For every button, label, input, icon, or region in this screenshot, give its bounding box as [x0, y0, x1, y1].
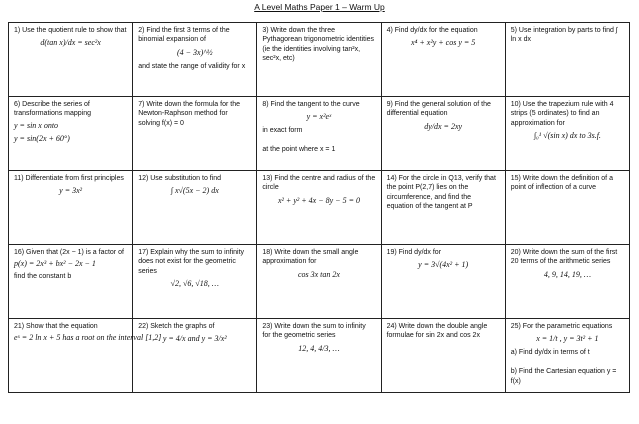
question-cell-16	[9, 245, 133, 319]
question-cell-2	[133, 23, 257, 97]
question-note: and state the range of validity for x	[138, 62, 246, 70]
question-text: 23) Write down the sum to infinity for the geometric series	[262, 323, 366, 340]
question-math: d(tan x)/dx = sec²x	[40, 38, 101, 48]
question-text: 3) Write down the three Pythagorean trigonometric identities (ie the identities involving tan²x, sec²x, etc)	[262, 27, 375, 63]
question-cell-15	[505, 171, 629, 245]
question-math: y = sin x onto	[14, 120, 59, 130]
question-cell-17	[133, 245, 257, 319]
question-cell-21	[9, 319, 162, 393]
question-text: 15) Write down the definition of a point of inflection of a curve	[510, 175, 613, 192]
question-cell-23	[257, 319, 381, 393]
question-text: 17) Explain why the sum to infinity does not exist for the geometric series	[138, 249, 245, 275]
question-cell-5	[505, 23, 629, 97]
question-math: 12, 4, 4/3, …	[298, 343, 340, 353]
question-row	[9, 319, 630, 393]
question-text: 24) Write down the double angle formulae for sin 2x and cos 2x	[386, 323, 488, 340]
question-grid	[8, 22, 630, 393]
question-math: x = 1/t , y = 3t² + 1	[536, 334, 599, 344]
question-text: 11) Differentiate from first principles	[14, 175, 124, 182]
question-math: dy/dx = 2xy	[424, 121, 463, 131]
question-cell-8	[257, 97, 381, 171]
question-cell-18	[257, 245, 381, 319]
question-cell-19	[381, 245, 505, 319]
question-text: 19) Find dy/dx for	[386, 249, 442, 256]
question-note: y = sin(2x + 60°)	[14, 133, 70, 143]
question-text: 16) Given that (2x − 1) is a factor of	[14, 249, 124, 256]
question-cell-13	[257, 171, 381, 245]
question-cell-24	[381, 319, 505, 393]
question-cell-14	[381, 171, 505, 245]
question-cell-11	[9, 171, 133, 245]
question-text: 25) For the parametric equations	[510, 323, 613, 330]
question-cell-9	[381, 97, 505, 171]
question-row	[9, 171, 630, 245]
question-math: p(x) = 2x³ + bx² − 2x − 1	[14, 259, 96, 269]
question-text: 10) Use the trapezium rule with 4 strips (5 ordinates) to find an approximation for	[510, 101, 614, 127]
question-text: 12) Use substitution to find	[138, 175, 222, 182]
question-cell-12	[133, 171, 257, 245]
question-math: 4, 9, 14, 19, …	[543, 269, 591, 279]
page-title: A Level Maths Paper 1 – Warm Up	[254, 2, 385, 12]
question-text: 6) Describe the series of transformations mapping	[14, 101, 92, 118]
question-math: x² + y² + 4x − 8y − 5 = 0	[277, 195, 360, 205]
question-math: √2, √6, √18, …	[170, 279, 219, 289]
question-cell-25	[505, 319, 629, 393]
question-text: 20) Write down the sum of the first 20 terms of the arithmetic series	[510, 249, 618, 266]
question-math: x⁴ + x²y + cos y = 5	[411, 38, 476, 48]
question-math: ∫₀¹ √(sin x) dx to 3s.f.	[533, 131, 601, 141]
question-text: 2) Find the first 3 terms of the binomial expansion of	[138, 27, 230, 44]
question-row	[9, 23, 630, 97]
question-text: 18) Write down the small angle approximation for	[262, 249, 359, 266]
question-text: 13) Find the centre and radius of the circle	[262, 175, 376, 192]
question-cell-22	[133, 319, 257, 393]
question-math: y = 3√(4x² + 1)	[418, 260, 469, 270]
question-cell-3	[257, 23, 381, 97]
question-text: 22) Sketch the graphs of	[138, 323, 215, 330]
question-math: y = 3x²	[59, 186, 83, 196]
question-math: cos 3x tan 2x	[297, 269, 340, 279]
question-cell-4	[381, 23, 505, 97]
question-text: 7) Write down the formula for the Newton-Raphson method for solving f(x) = 0	[138, 101, 240, 127]
question-cell-6	[9, 97, 133, 171]
question-math: eˣ = 2 ln x + 5 has a root on the interval [1,2]	[14, 333, 162, 343]
question-row	[9, 97, 630, 171]
question-cell-1	[9, 23, 133, 97]
question-note: find the constant b	[14, 273, 72, 281]
question-cell-20	[505, 245, 629, 319]
question-math: (4 − 3x)^½	[176, 47, 213, 57]
question-text: 1) Use the quotient rule to show that	[14, 27, 127, 34]
question-note: a) Find dy/dx in terms of t b) Find the Cartesian equation y = f(x)	[510, 349, 617, 385]
question-text: 5) Use integration by parts to find ∫ ln x dx	[510, 27, 618, 44]
question-text: 8) Find the tangent to the curve	[262, 101, 360, 108]
question-text: 4) Find dy/dx for the equation	[386, 27, 478, 34]
question-row	[9, 245, 630, 319]
question-math: y = x²eˣ	[306, 112, 332, 122]
question-text: 14) For the circle in Q13, verify that the point P(2,7) lies on the circumference, and find the equation of the tangent at P	[386, 175, 496, 211]
question-text: 9) Find the general solution of the differential equation	[386, 101, 491, 118]
question-note: in exact form at the point where x = 1	[262, 127, 336, 154]
question-cell-10	[505, 97, 629, 171]
question-math: y = 4/x and y = 3/x²	[162, 334, 227, 344]
question-cell-7	[133, 97, 257, 171]
question-math: ∫ x√(5x − 2) dx	[170, 186, 219, 196]
question-text: 21) Show that the equation	[14, 323, 98, 330]
